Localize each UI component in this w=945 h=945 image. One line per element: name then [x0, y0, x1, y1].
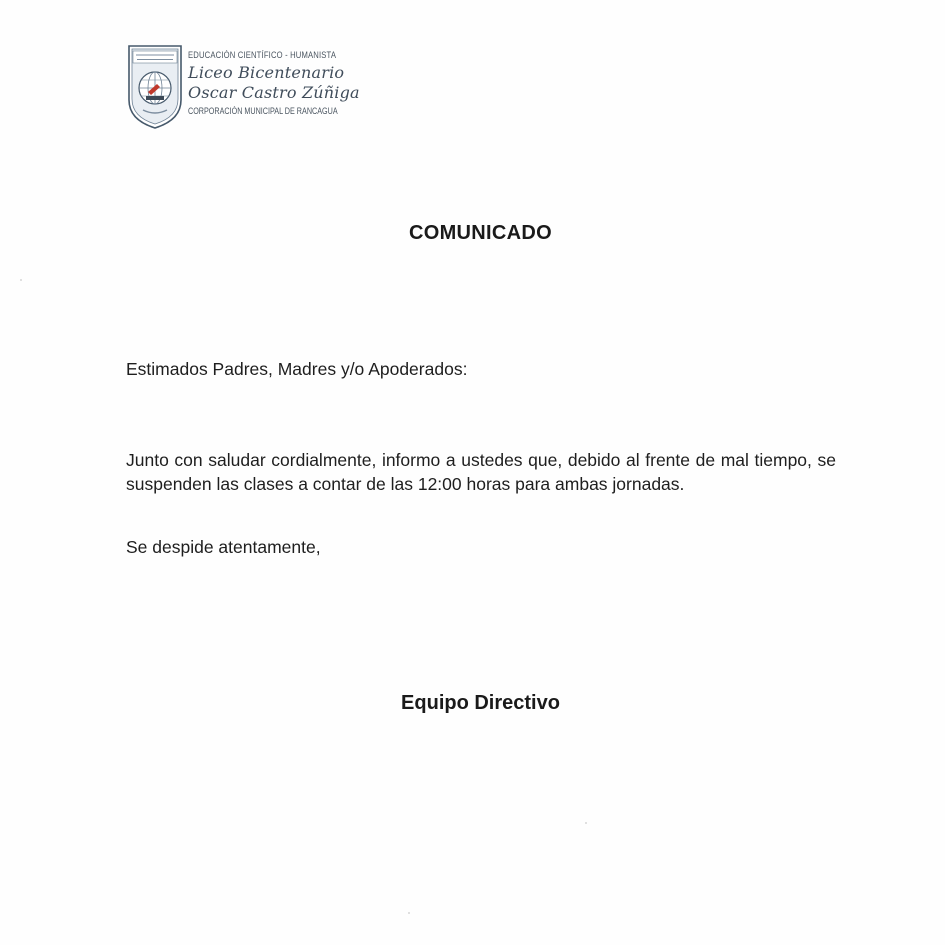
school-name-line2: Oscar Castro Zúñiga	[188, 83, 360, 102]
corporation-name: CORPORACIÓN MUNICIPAL DE RANCAGUA	[188, 106, 338, 116]
scan-speck	[408, 912, 410, 914]
document-title: COMUNICADO	[409, 222, 552, 244]
body-paragraph: Junto con saludar cordialmente, informo a ustedes que, debido al frente de mal tiempo, se suspenden las clases a contar de las 12:00 horas para ambas jornadas.	[126, 450, 836, 494]
school-crest-icon	[127, 44, 183, 130]
scan-speck	[585, 822, 587, 824]
closing-line: Se despide atentamente,	[126, 537, 321, 557]
letterhead	[127, 44, 387, 130]
scan-speck	[20, 279, 22, 281]
salutation: Estimados Padres, Madres y/o Apoderados:	[126, 359, 468, 379]
school-identity	[188, 50, 388, 117]
education-type: EDUCACIÓN CIENTÍFICO - HUMANISTA	[188, 50, 337, 60]
school-name-line1: Liceo Bicentenario	[188, 63, 345, 82]
signature: Equipo Directivo	[401, 692, 560, 714]
